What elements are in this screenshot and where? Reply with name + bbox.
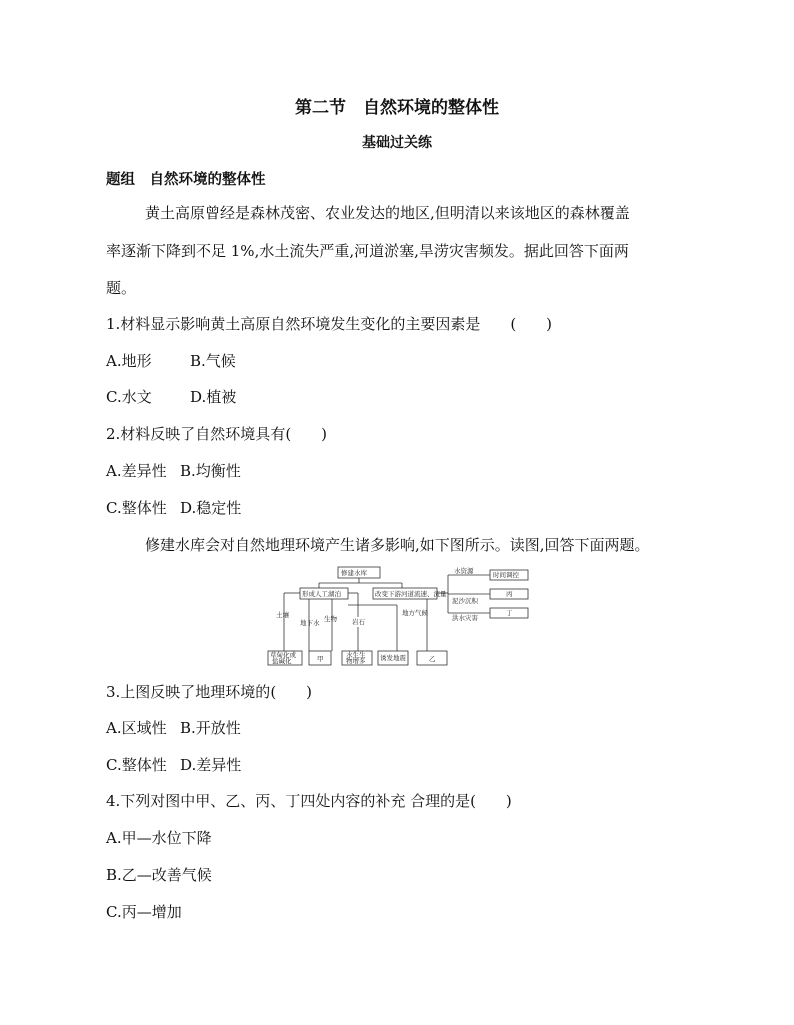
diagram-v1-label: 土壤: [276, 611, 289, 619]
q1-stem: 1.材料显示影响黄土高原自然环境发生变化的主要因素是 ( ): [106, 315, 553, 333]
diagram-b1b-label: 盐碱化: [272, 657, 292, 665]
diagram-b5-label: 乙: [429, 655, 436, 663]
q3-option-a: A.区域性: [106, 719, 167, 737]
section-subtitle: 基础过关练: [362, 135, 432, 151]
diagram-v3-label: 生物: [324, 615, 337, 623]
diagram-r1-label: 水资源: [454, 567, 474, 575]
diagram-local-label: 地方气候: [402, 609, 428, 617]
reservoir-impact-diagram: [262, 565, 534, 669]
diagram-lake-label: 形成人工湖泊: [302, 590, 341, 598]
diagram-b4-label: 诱发地震: [380, 654, 406, 662]
q2-option-d: D.稳定性: [180, 499, 242, 517]
diagram-top-label: 修建水库: [341, 569, 367, 577]
diagram-b3a-label: 水生生: [346, 651, 366, 659]
q1-option-a: A.地形: [106, 352, 152, 370]
diagram-mid-label: 岩石: [352, 618, 365, 626]
diagram-v2-label: 地下水: [300, 619, 320, 627]
section-title: 第二节 自然环境的整体性: [295, 98, 499, 118]
q3-option-b: B.开放性: [180, 719, 241, 737]
diagram-r3-label: 洪水灾害: [452, 614, 478, 622]
q4-option-a: A.甲—水位下降: [106, 829, 212, 847]
q4-stem: 4.下列对图中甲、乙、丙、丁四处内容的补充 合理的是( ): [106, 792, 512, 810]
q2-stem: 2.材料反映了自然环境具有( ): [106, 425, 328, 443]
q1-option-d: D.植被: [190, 388, 237, 406]
q2-option-b: B.均衡性: [180, 462, 241, 480]
passage1-line2: 率逐渐下降到不足 1%,水土流失严重,河道淤塞,旱涝灾害频发。据此回答下面两: [106, 242, 629, 260]
q2-option-a: A.差异性: [106, 462, 167, 480]
diagram-r3-box-label: 丁: [506, 609, 513, 617]
passage2: 修建水库会对自然地理环境产生诸多影响,如下图所示。读图,回答下面两题。: [145, 536, 650, 554]
passage1-line1: 黄土高原曾经是森林茂密、农业发达的地区,但明清以来该地区的森林覆盖: [145, 204, 630, 222]
diagram-r2-box-label: 丙: [506, 590, 513, 598]
q1-option-b: B.气候: [190, 352, 236, 370]
diagram-b3b-label: 物增多: [346, 657, 366, 665]
q4-option-b: B.乙—改善气候: [106, 866, 212, 884]
diagram-b2-label: 甲: [317, 655, 324, 663]
passage1-line3: 题。: [106, 279, 137, 297]
q1-option-c: C.水文: [106, 388, 152, 406]
q3-option-c: C.整体性: [106, 756, 167, 774]
diagram-r1-box-label: 时间调控: [493, 571, 519, 579]
diagram-b1a-label: 草甸化或: [270, 651, 296, 659]
q3-option-d: D.差异性: [180, 756, 242, 774]
q4-option-c: C.丙—增加: [106, 903, 182, 921]
diagram-r2-label: 泥沙沉积: [452, 597, 478, 605]
q2-option-c: C.整体性: [106, 499, 167, 517]
q3-stem: 3.上图反映了地理环境的( ): [106, 683, 313, 701]
diagram-downstream-label: 改变下游河道流速、流量: [375, 590, 447, 598]
question-group-title: 题组 自然环境的整体性: [106, 172, 266, 188]
